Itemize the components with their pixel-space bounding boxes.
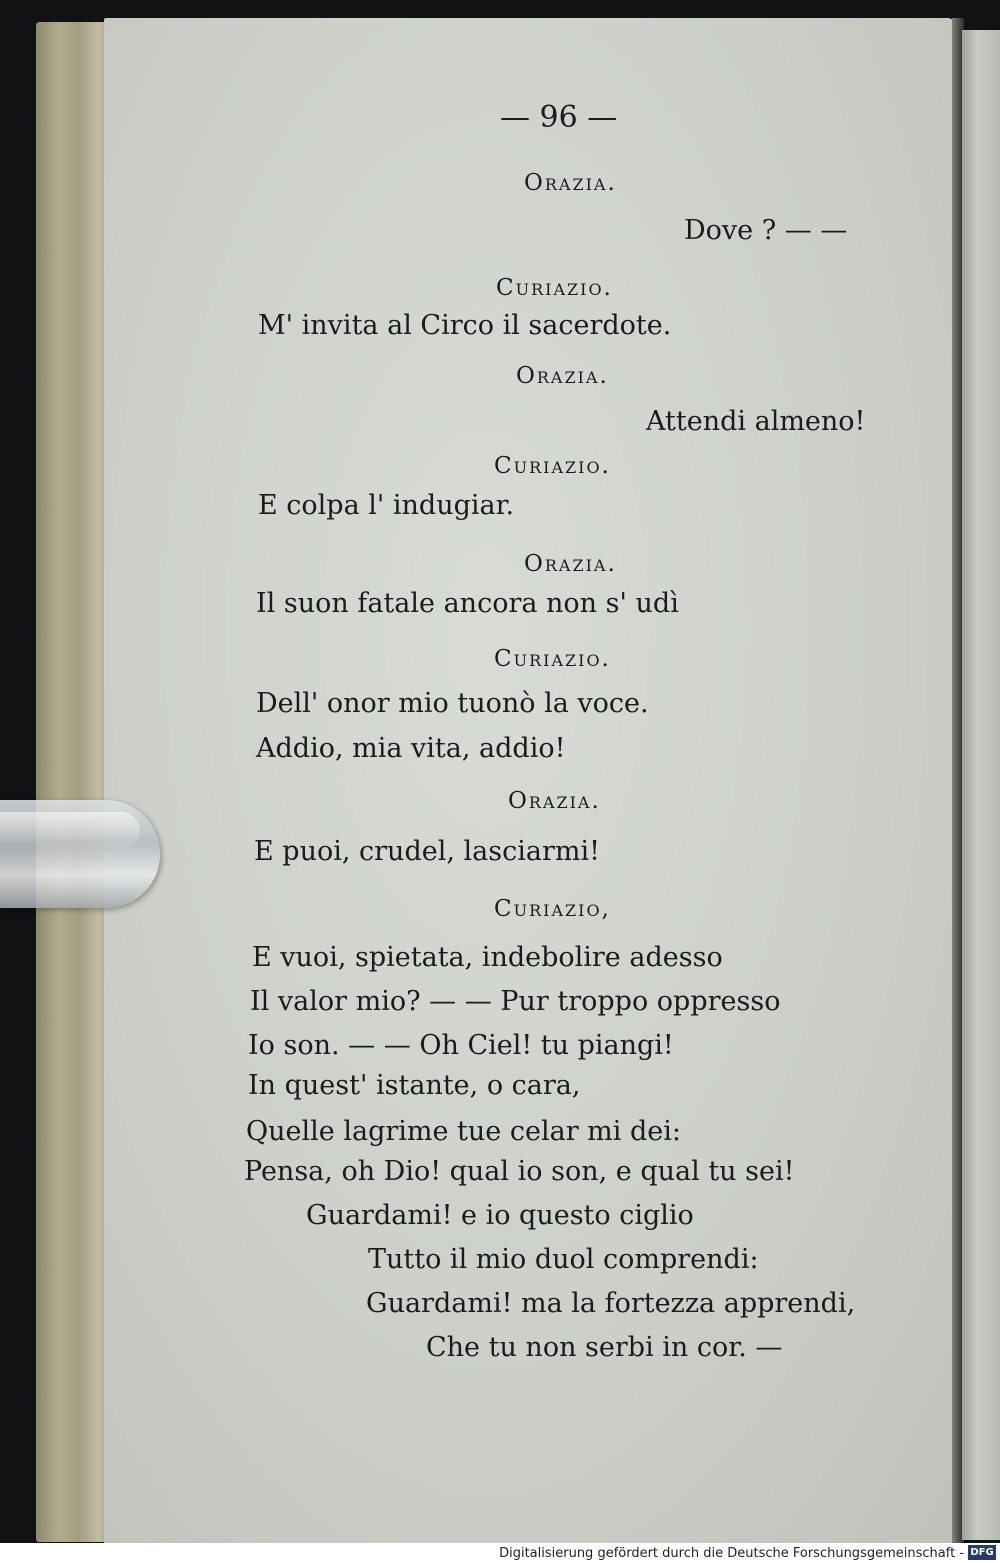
verse-line: Dell' onor mio tuonò la voce. [256, 688, 649, 719]
dfg-logo: DFG [968, 1545, 996, 1560]
verse-line: Io son. — — Oh Ciel! tu piangi! [248, 1030, 674, 1061]
verse-line: E vuoi, spietata, indebolire adesso [252, 942, 723, 973]
verse-line: Dove ? — — [684, 215, 848, 246]
verse-line: M' invita al Circo il sacerdote. [258, 310, 672, 341]
speaker-heading: Orazia. [516, 363, 609, 389]
verse-line: Il valor mio? — — Pur troppo oppresso [250, 986, 781, 1017]
next-page-strip [962, 30, 1000, 1540]
verse-line: Quelle lagrime tue celar mi dei: [246, 1116, 681, 1147]
verse-line: Attendi almeno! [646, 406, 866, 437]
funding-credit: Digitalisierung gefördert durch die Deutsche Forschungsgemeinschaft - [499, 1546, 964, 1561]
digitization-footer [0, 1543, 1000, 1563]
verse-line: Tutto il mio duol comprendi: [368, 1244, 759, 1275]
verse-line: Addio, mia vita, addio! [256, 733, 566, 764]
speaker-heading: Curiazio. [496, 275, 613, 301]
page-stack-edge [36, 22, 114, 1542]
speaker-heading: Orazia. [508, 788, 601, 814]
page-number: — 96 — [500, 100, 618, 135]
clamp-highlight [0, 812, 140, 850]
verse-line: In quest' istante, o cara, [248, 1070, 581, 1101]
verse-line: Guardami! ma la fortezza apprendi, [366, 1288, 856, 1319]
verse-line: Che tu non serbi in cor. — [426, 1332, 783, 1363]
verse-line: Pensa, oh Dio! qual io son, e qual tu sei! [244, 1156, 795, 1187]
speaker-heading: Orazia. [524, 170, 617, 196]
verse-line: E puoi, crudel, lasciarmi! [254, 836, 600, 867]
verse-line: Guardami! e io questo ciglio [306, 1200, 694, 1231]
speaker-heading: Curiazio. [494, 646, 611, 672]
speaker-heading: Curiazio. [494, 453, 611, 479]
speaker-heading: Orazia. [524, 551, 617, 577]
verse-line: E colpa l' indugiar. [258, 490, 515, 521]
verse-line: Il suon fatale ancora non s' udì [256, 588, 679, 619]
speaker-heading: Curiazio, [494, 896, 611, 922]
